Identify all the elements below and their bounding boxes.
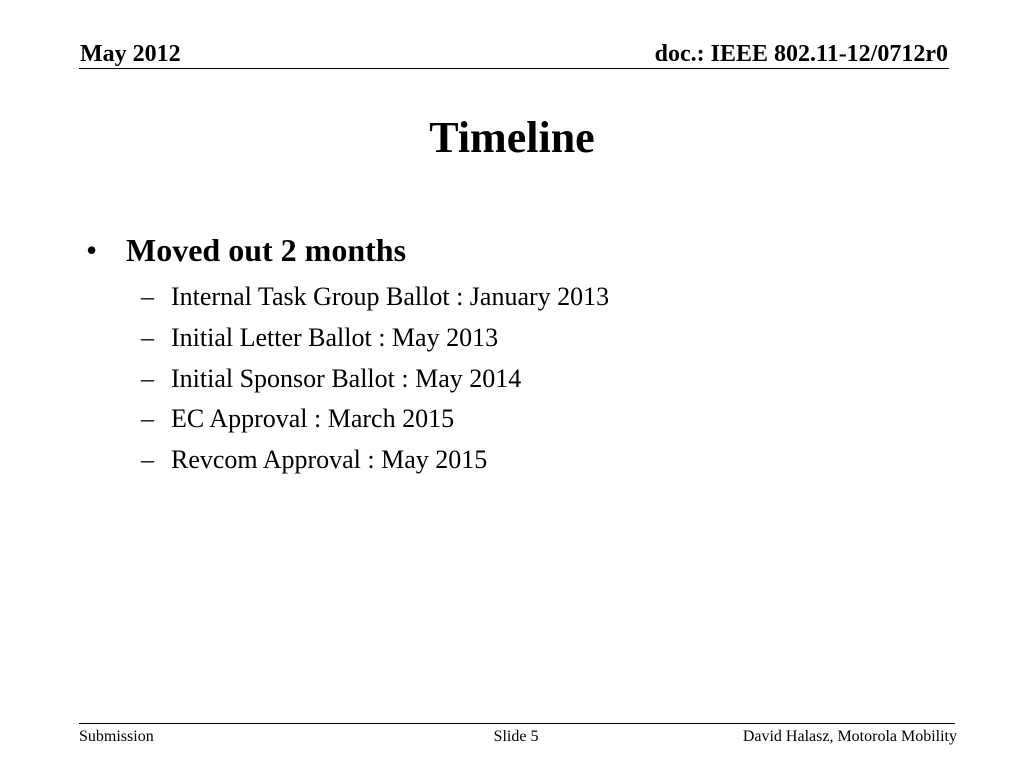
slide-content: [86, 228, 946, 481]
sub-bullet-item: [86, 277, 946, 318]
sub-bullet-item: [86, 318, 946, 359]
dash-icon: –: [141, 282, 154, 311]
sub-bullet-list: [86, 277, 946, 481]
slide-title: Timeline: [429, 113, 595, 162]
header-doc-id: doc.: IEEE 802.11-12/0712r0: [654, 41, 948, 67]
footer-divider: [79, 723, 955, 724]
sub-bullet-text: EC Approval : March 2015: [171, 404, 455, 434]
sub-bullet-item: [86, 399, 946, 440]
bullet-text: Moved out 2 months: [126, 232, 407, 268]
dash-icon: –: [141, 322, 154, 352]
header-date: May 2012: [80, 41, 181, 67]
dash-icon: –: [141, 363, 154, 393]
header-divider: [79, 68, 949, 69]
footer-submission: Submission: [79, 728, 154, 745]
footer-author: David Halasz, Motorola Mobility: [742, 728, 957, 745]
bullet-item: [86, 228, 946, 272]
sub-bullet-item: [86, 440, 946, 481]
sub-bullet-text: Initial Letter Ballot : May 2013: [171, 322, 499, 352]
sub-bullet-text: Initial Sponsor Ballot : May 2014: [171, 363, 522, 393]
sub-bullet-text: Internal Task Group Ballot : January 2013: [171, 282, 610, 311]
footer-slide-number: Slide 5: [493, 728, 539, 745]
bullet-dot-icon: •: [86, 232, 98, 268]
dash-icon: –: [141, 404, 154, 434]
sub-bullet-item: [86, 359, 946, 400]
dash-icon: –: [141, 445, 154, 474]
sub-bullet-text: Revcom Approval : May 2015: [171, 445, 488, 474]
